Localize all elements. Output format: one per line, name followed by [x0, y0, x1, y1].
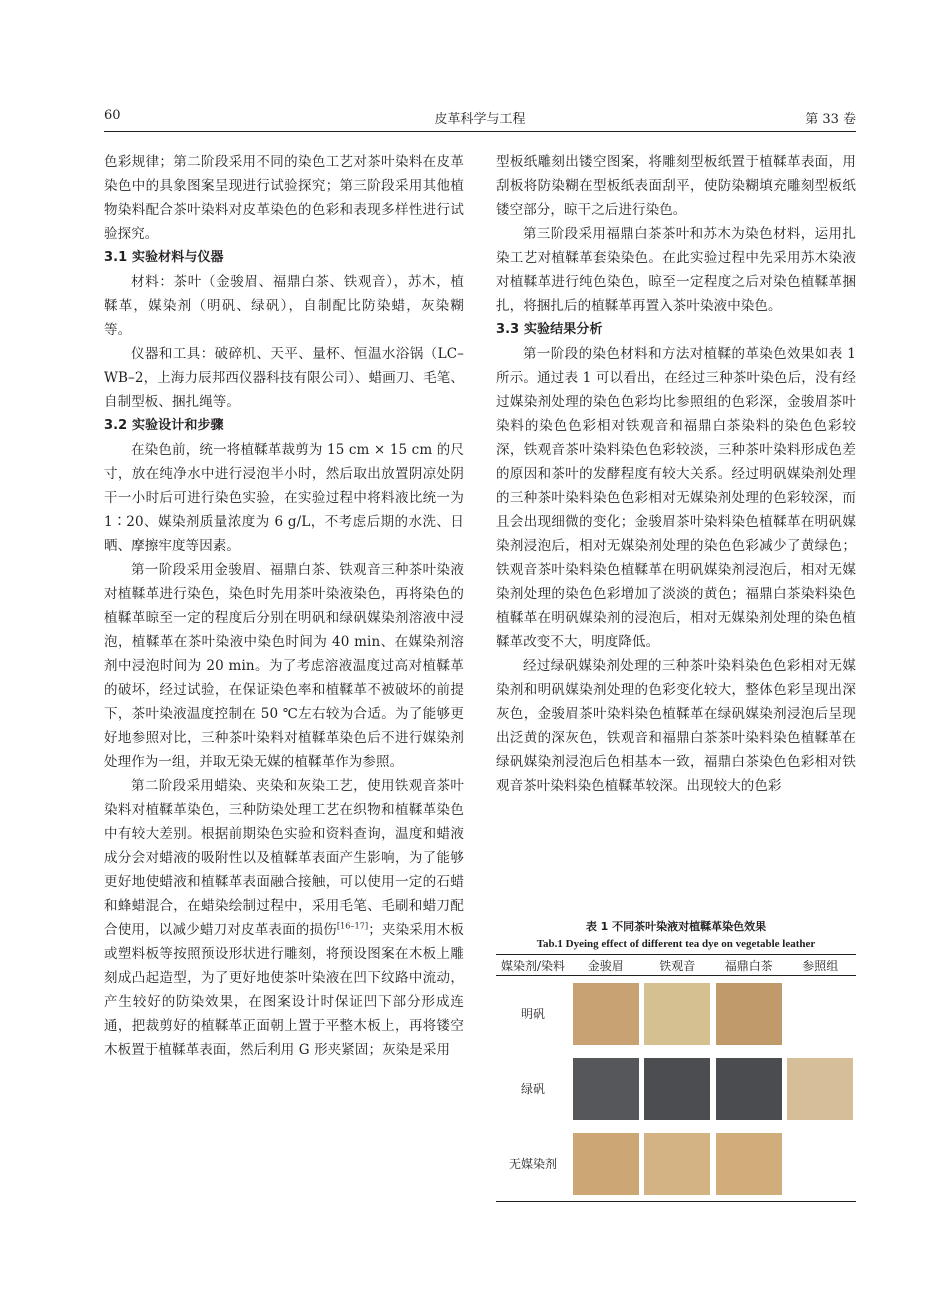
table-caption-en: Tab.1 Dyeing effect of different tea dye on vegetable leather — [536, 938, 816, 950]
leather-swatch — [573, 1133, 639, 1195]
column-header: 媒染剂/染料 — [500, 958, 566, 973]
section-heading-3-2: 3.2 实验设计和步骤 — [104, 418, 224, 433]
table-1 — [496, 918, 856, 1202]
paragraph: 仪器和工具：破碎机、天平、量杯、恒温水浴锅（LC–WB–2，上海力辰邦西仪器科技有限公司）、蜡画刀、毛笔、自制型板、捆扎绳等。 — [104, 346, 464, 410]
section-heading-3-1: 3.1 实验材料与仪器 — [104, 250, 224, 265]
paragraph: 第一阶段采用金骏眉、福鼎白茶、铁观音三种茶叶染液对植鞣革进行染色，染色时先用茶叶染液染色，再将染色的植鞣革晾至一定的程度后分别在明矾和绿矾媒染剂溶液中浸泡，植鞣革在茶叶染液中染色时间为 40 min、在媒染剂溶剂中浸泡时间为 20 min。为了考虑溶液温度过高对植鞣革的破坏，经过试验，在保证染色率和植鞣革不被破坏的前提下，茶叶染液温度控制在 50 ℃左右较为合适。为了能够更好地参照对比，三种茶叶染料对植鞣革染色后不进行媒染剂处理作为一组，并取无染无媒的植鞣革作为参照。 — [104, 562, 464, 770]
paragraph: 在染色前，统一将植鞣革裁剪为 15 cm × 15 cm 的尺寸，放在纯净水中进行浸泡半小时，然后取出放置阴凉处阴干一小时后可进行染色实验，在实验过程中将料液比统一为 1∶20、媒染剂质量浓度为 6 g/L，不考虑后期的水洗、日晒、摩擦牢度等因素。 — [104, 442, 464, 554]
column-header: 铁观音 — [659, 958, 696, 973]
paragraph: 型板纸雕刻出镂空图案，将雕刻型板纸置于植鞣革表面，用刮板将防染糊在型板纸表面刮平，使防染糊填充雕刻型板纸镂空部分，晾干之后进行染色。 — [496, 154, 856, 218]
dye-effect-table — [496, 954, 856, 1202]
page-number: 60 — [104, 108, 121, 123]
column-header: 金骏眉 — [587, 958, 624, 973]
header-rule — [104, 131, 856, 132]
section-heading-3-3: 3.3 实验结果分析 — [496, 322, 603, 337]
citation-ref[interactable]: [16–17] — [336, 921, 369, 931]
journal-title: 皮革科学与工程 — [434, 112, 526, 127]
table-row — [496, 1126, 856, 1202]
paragraph — [104, 774, 464, 1062]
leather-swatch — [573, 1058, 639, 1120]
leather-swatch — [716, 1058, 782, 1120]
running-header — [104, 108, 856, 130]
leather-swatch — [644, 983, 710, 1045]
leather-swatch — [787, 983, 853, 1045]
paragraph: 经过绿矾媒染剂处理的三种茶叶染料染色色彩相对无媒染剂和明矾媒染剂处理的色彩变化较大，整体色彩呈现出深灰色，金骏眉茶叶染料染色植鞣革在绿矾媒染剂浸泡后呈现出泛黄的深灰色，铁观音和福鼎白茶茶叶染料染色植鞣革在绿矾媒染剂浸泡后色相基本一致，福鼎白茶染色色彩相对铁观音茶叶染料染色植鞣革较深。出现较大的色彩 — [496, 658, 856, 794]
row-label: 无媒染剂 — [508, 1157, 557, 1171]
column-header: 参照组 — [802, 958, 839, 973]
table-row — [496, 976, 856, 1052]
table-row — [496, 1051, 856, 1126]
leather-swatch — [716, 983, 782, 1045]
leather-swatch — [716, 1133, 782, 1195]
right-column — [496, 150, 856, 798]
leather-swatch — [787, 1058, 853, 1120]
row-label: 明矾 — [520, 1007, 545, 1021]
table-header-row — [496, 955, 856, 976]
leather-swatch — [787, 1133, 853, 1195]
leather-swatch — [644, 1133, 710, 1195]
paragraph: 第一阶段的染色材料和方法对植鞣的革染色效果如表 1 所示。通过表 1 可以看出，在经过三种茶叶染色后，没有经过媒染剂处理的染色色彩均比参照组的色彩深，金骏眉茶叶染料的染色色彩相对铁观音和福鼎白茶染料的染色色彩较深，铁观音茶叶染料染色色彩较淡，三种茶叶染料形成色差的原因和茶叶的发酵程度有较大关系。经过明矾媒染剂处理的三种茶叶染料染色色彩相对无媒染剂处理的色彩较深，而且会出现细微的变化；金骏眉茶叶染料染色植鞣革在明矾媒染剂浸泡后，相对无媒染剂处理的染色色彩减少了黄绿色；铁观音茶叶染料染色植鞣革在明矾媒染剂浸泡后，相对无媒染剂处理的染色色彩增加了淡淡的黄色；福鼎白茶染料染色植鞣革在明矾媒染剂的浸泡后，相对无媒染剂处理的染色植鞣革改变不大，明度降低。 — [496, 346, 856, 650]
volume-label: 第 33 卷 — [805, 112, 856, 127]
table-caption-cn: 表 1 不同茶叶染液对植鞣革染色效果 — [585, 920, 767, 933]
row-label: 绿矾 — [520, 1082, 545, 1096]
column-header: 福鼎白茶 — [724, 958, 773, 973]
leather-swatch — [644, 1058, 710, 1120]
paragraph: 材料：茶叶（金骏眉、福鼎白茶、铁观音），苏木，植鞣革，媒染剂（明矾、绿矾），自制配比防染蜡，灰染糊等。 — [104, 274, 464, 338]
leather-swatch — [573, 983, 639, 1045]
left-column — [104, 150, 464, 1062]
paragraph: 色彩规律；第二阶段采用不同的染色工艺对茶叶染料在皮革染色中的具象图案呈现进行试验探究；第三阶段采用其他植物染料配合茶叶染料对皮革染色的色彩和表现多样性进行试验探究。 — [104, 154, 464, 242]
paragraph: 第三阶段采用福鼎白茶茶叶和苏木为染色材料，运用扎染工艺对植鞣革套染染色。在此实验过程中先采用苏木染液对植鞣革进行纯色染色，晾至一定程度之后对染色植鞣革捆扎，将捆扎后的植鞣革再置入茶叶染液中染色。 — [496, 226, 856, 314]
paragraph-text: ；夹染采用木板或塑料板等按照预设形状进行雕刻，将预设图案在木板上雕刻成凸起造型，为了更好地使茶叶染液在凹下纹路中流动，产生较好的防染效果，在图案设计时保证凹下部分形成连通，把裁剪好的植鞣革正面朝上置于平整木板上，再将镂空木板置于植鞣革表面，然后利用 G 形夹紧固；灰染是采用 — [104, 922, 464, 1058]
paragraph-text: 第二阶段采用蜡染、夹染和灰染工艺，使用铁观音茶叶染料对植鞣革染色，三种防染处理工艺在织物和植鞣革染色中有较大差别。根据前期染色实验和资料查询，温度和蜡液成分会对蜡液的吸附性以及植鞣革表面产生影响，为了能够更好地使蜡液和植鞣革表面融合接触，可以使用一定的石蜡和蜂蜡混合，在蜡染绘制过程中，采用毛笔、毛刷和蜡刀配合使用，以减少蜡刀对皮革表面的损伤 — [104, 778, 464, 938]
